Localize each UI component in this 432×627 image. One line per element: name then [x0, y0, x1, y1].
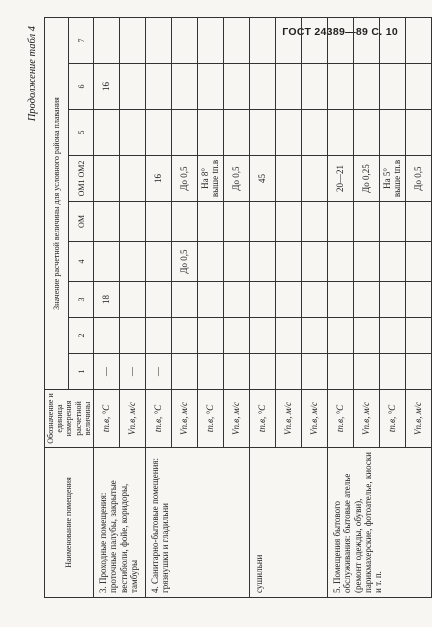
symbol-cell: Vп.в, м/с — [405, 390, 431, 448]
symbol-cell: Vп.в, м/с — [353, 390, 379, 448]
value-cell — [197, 110, 223, 156]
symbol-cell: tп.в, °C — [145, 390, 171, 448]
table-row — [145, 18, 171, 598]
symbol-cell: tп.в, °C — [249, 390, 275, 448]
value-cell: 16 — [145, 156, 171, 202]
value-cell: До 0,5 — [223, 156, 249, 202]
table-row — [327, 18, 353, 598]
value-cell — [223, 18, 249, 64]
value-cell — [197, 354, 223, 390]
continuation-title: Продолжение табл 4 — [27, 26, 38, 122]
value-cell — [327, 282, 353, 318]
value-cell — [93, 242, 119, 282]
value-cell — [249, 110, 275, 156]
value-cell: — — [119, 354, 145, 390]
value-cell — [327, 110, 353, 156]
symbol-cell: Vп.в, м/с — [119, 390, 145, 448]
col-header-value-6: ОМ1 ОМ2 — [69, 156, 93, 202]
value-cell — [249, 318, 275, 354]
value-cell — [379, 202, 405, 242]
value-cell: — — [145, 354, 171, 390]
col-header-value-3: 3 — [69, 282, 93, 318]
value-cell — [119, 110, 145, 156]
value-cell — [197, 282, 223, 318]
value-cell — [275, 64, 301, 110]
value-cell — [327, 18, 353, 64]
value-cell — [223, 318, 249, 354]
symbol-cell: Vп.в, м/с — [301, 390, 327, 448]
value-cell — [405, 110, 431, 156]
value-cell — [223, 64, 249, 110]
symbol-cell: tп.в, °C — [379, 390, 405, 448]
col-header-value-9: 7 — [69, 18, 93, 64]
value-cell — [275, 282, 301, 318]
value-cell — [405, 282, 431, 318]
room-name-cell: 3. Проходные помещения: проточные палубы, закрытые вестибюли, фойе, коридоры, тамбуры — [93, 448, 145, 598]
value-cell — [379, 242, 405, 282]
value-cell — [119, 18, 145, 64]
value-cell — [353, 202, 379, 242]
value-cell — [353, 242, 379, 282]
value-cell: 18 — [93, 282, 119, 318]
value-cell — [405, 318, 431, 354]
value-cell — [405, 18, 431, 64]
value-cell — [301, 110, 327, 156]
value-cell — [223, 242, 249, 282]
value-cell — [327, 318, 353, 354]
rotated-table-block — [27, 18, 424, 598]
value-cell — [379, 110, 405, 156]
value-cell — [405, 354, 431, 390]
value-cell — [379, 354, 405, 390]
value-cell — [353, 282, 379, 318]
value-cell — [223, 202, 249, 242]
col-header-value-7: 5 — [69, 110, 93, 156]
col-header-symbol: Обозначение и единица измерения расчетной величины — [45, 390, 94, 448]
symbol-cell: tп.в, °C — [327, 390, 353, 448]
value-cell — [249, 64, 275, 110]
value-cell: На 5° выше tп.в — [379, 156, 405, 202]
value-cell: До 0,5 — [171, 242, 197, 282]
value-cell: До 0,5 — [405, 156, 431, 202]
table-row — [93, 18, 119, 598]
page-header: ГОСТ 24389—89 С. 10 — [282, 26, 398, 38]
value-cell — [197, 18, 223, 64]
value-cell — [353, 318, 379, 354]
symbol-cell: tп.в, °C — [197, 390, 223, 448]
value-cell — [145, 18, 171, 64]
value-cell — [249, 18, 275, 64]
value-cell — [223, 354, 249, 390]
value-cell — [119, 242, 145, 282]
value-cell — [197, 242, 223, 282]
value-cell — [405, 64, 431, 110]
value-cell — [327, 202, 353, 242]
table-4 — [44, 17, 432, 598]
value-cell — [197, 64, 223, 110]
value-cell — [249, 282, 275, 318]
room-name-cell: 5. Помещения бытового обслуживания: бытовые ателье (ремонт одежды, обуви), парикмахерские, фотоателье, киоски и т. п. — [327, 448, 431, 598]
value-cell: На 8° выше tп.в — [197, 156, 223, 202]
value-cell — [327, 354, 353, 390]
value-cell — [119, 202, 145, 242]
value-cell — [197, 318, 223, 354]
value-cell — [379, 282, 405, 318]
value-cell — [145, 64, 171, 110]
value-cell: — — [93, 354, 119, 390]
value-cell — [145, 242, 171, 282]
value-cell — [327, 64, 353, 110]
value-cell — [301, 64, 327, 110]
value-cell — [145, 318, 171, 354]
value-cell — [301, 18, 327, 64]
value-cell — [353, 64, 379, 110]
value-cell: До 0,25 — [353, 156, 379, 202]
symbol-cell: Vп.в, м/с — [223, 390, 249, 448]
value-cell — [171, 18, 197, 64]
value-cell: До 0,5 — [171, 156, 197, 202]
value-cell — [379, 18, 405, 64]
value-cell — [145, 282, 171, 318]
value-cell — [353, 110, 379, 156]
value-cell — [353, 354, 379, 390]
room-name-cell: сушильни — [249, 448, 327, 598]
col-header-value-8: 6 — [69, 64, 93, 110]
value-cell — [301, 282, 327, 318]
value-cell — [171, 64, 197, 110]
value-cell — [119, 282, 145, 318]
value-cell — [223, 110, 249, 156]
value-cell — [145, 202, 171, 242]
value-cell — [171, 282, 197, 318]
value-cell — [197, 202, 223, 242]
value-cell — [301, 156, 327, 202]
value-cell — [275, 110, 301, 156]
value-cell — [301, 318, 327, 354]
value-cell — [119, 64, 145, 110]
value-cell — [405, 202, 431, 242]
value-cell — [275, 242, 301, 282]
value-cell — [171, 202, 197, 242]
symbol-cell: Vп.в, м/с — [171, 390, 197, 448]
value-cell — [93, 318, 119, 354]
col-header-value-1: 1 — [69, 354, 93, 390]
value-cell — [145, 110, 171, 156]
value-cell — [405, 242, 431, 282]
value-cell — [249, 242, 275, 282]
col-header-value-4: 4 — [69, 242, 93, 282]
value-cell — [275, 354, 301, 390]
value-cell — [93, 110, 119, 156]
value-cell — [249, 354, 275, 390]
value-cell — [119, 318, 145, 354]
value-cell — [379, 64, 405, 110]
value-cell — [171, 110, 197, 156]
symbol-cell: tп.в, °C — [93, 390, 119, 448]
table-row — [249, 18, 275, 598]
col-header-value-2: 2 — [69, 318, 93, 354]
value-cell — [301, 202, 327, 242]
value-cell — [327, 242, 353, 282]
value-cell — [171, 318, 197, 354]
col-header-name: Наименование помещения — [45, 448, 94, 598]
value-cell — [275, 318, 301, 354]
value-cell — [301, 242, 327, 282]
value-cell — [171, 354, 197, 390]
value-cell — [379, 318, 405, 354]
value-cell — [223, 282, 249, 318]
value-cell — [275, 156, 301, 202]
value-cell — [93, 18, 119, 64]
value-cell — [301, 354, 327, 390]
value-cell — [275, 18, 301, 64]
value-cell — [275, 202, 301, 242]
room-name-cell: 4. Санитарно-бытовые помещения: грязнушки и гладильни — [145, 448, 249, 598]
value-cell — [93, 202, 119, 242]
value-cell — [353, 18, 379, 64]
value-cell — [119, 156, 145, 202]
col-header-values-group: Значение расчетной величины для условного района плавания — [45, 18, 69, 390]
value-cell: 16 — [93, 64, 119, 110]
value-cell: 45 — [249, 156, 275, 202]
value-cell — [93, 156, 119, 202]
symbol-cell: Vп.в, м/с — [275, 390, 301, 448]
value-cell: 20—21 — [327, 156, 353, 202]
value-cell — [249, 202, 275, 242]
col-header-value-5: ОМ — [69, 202, 93, 242]
